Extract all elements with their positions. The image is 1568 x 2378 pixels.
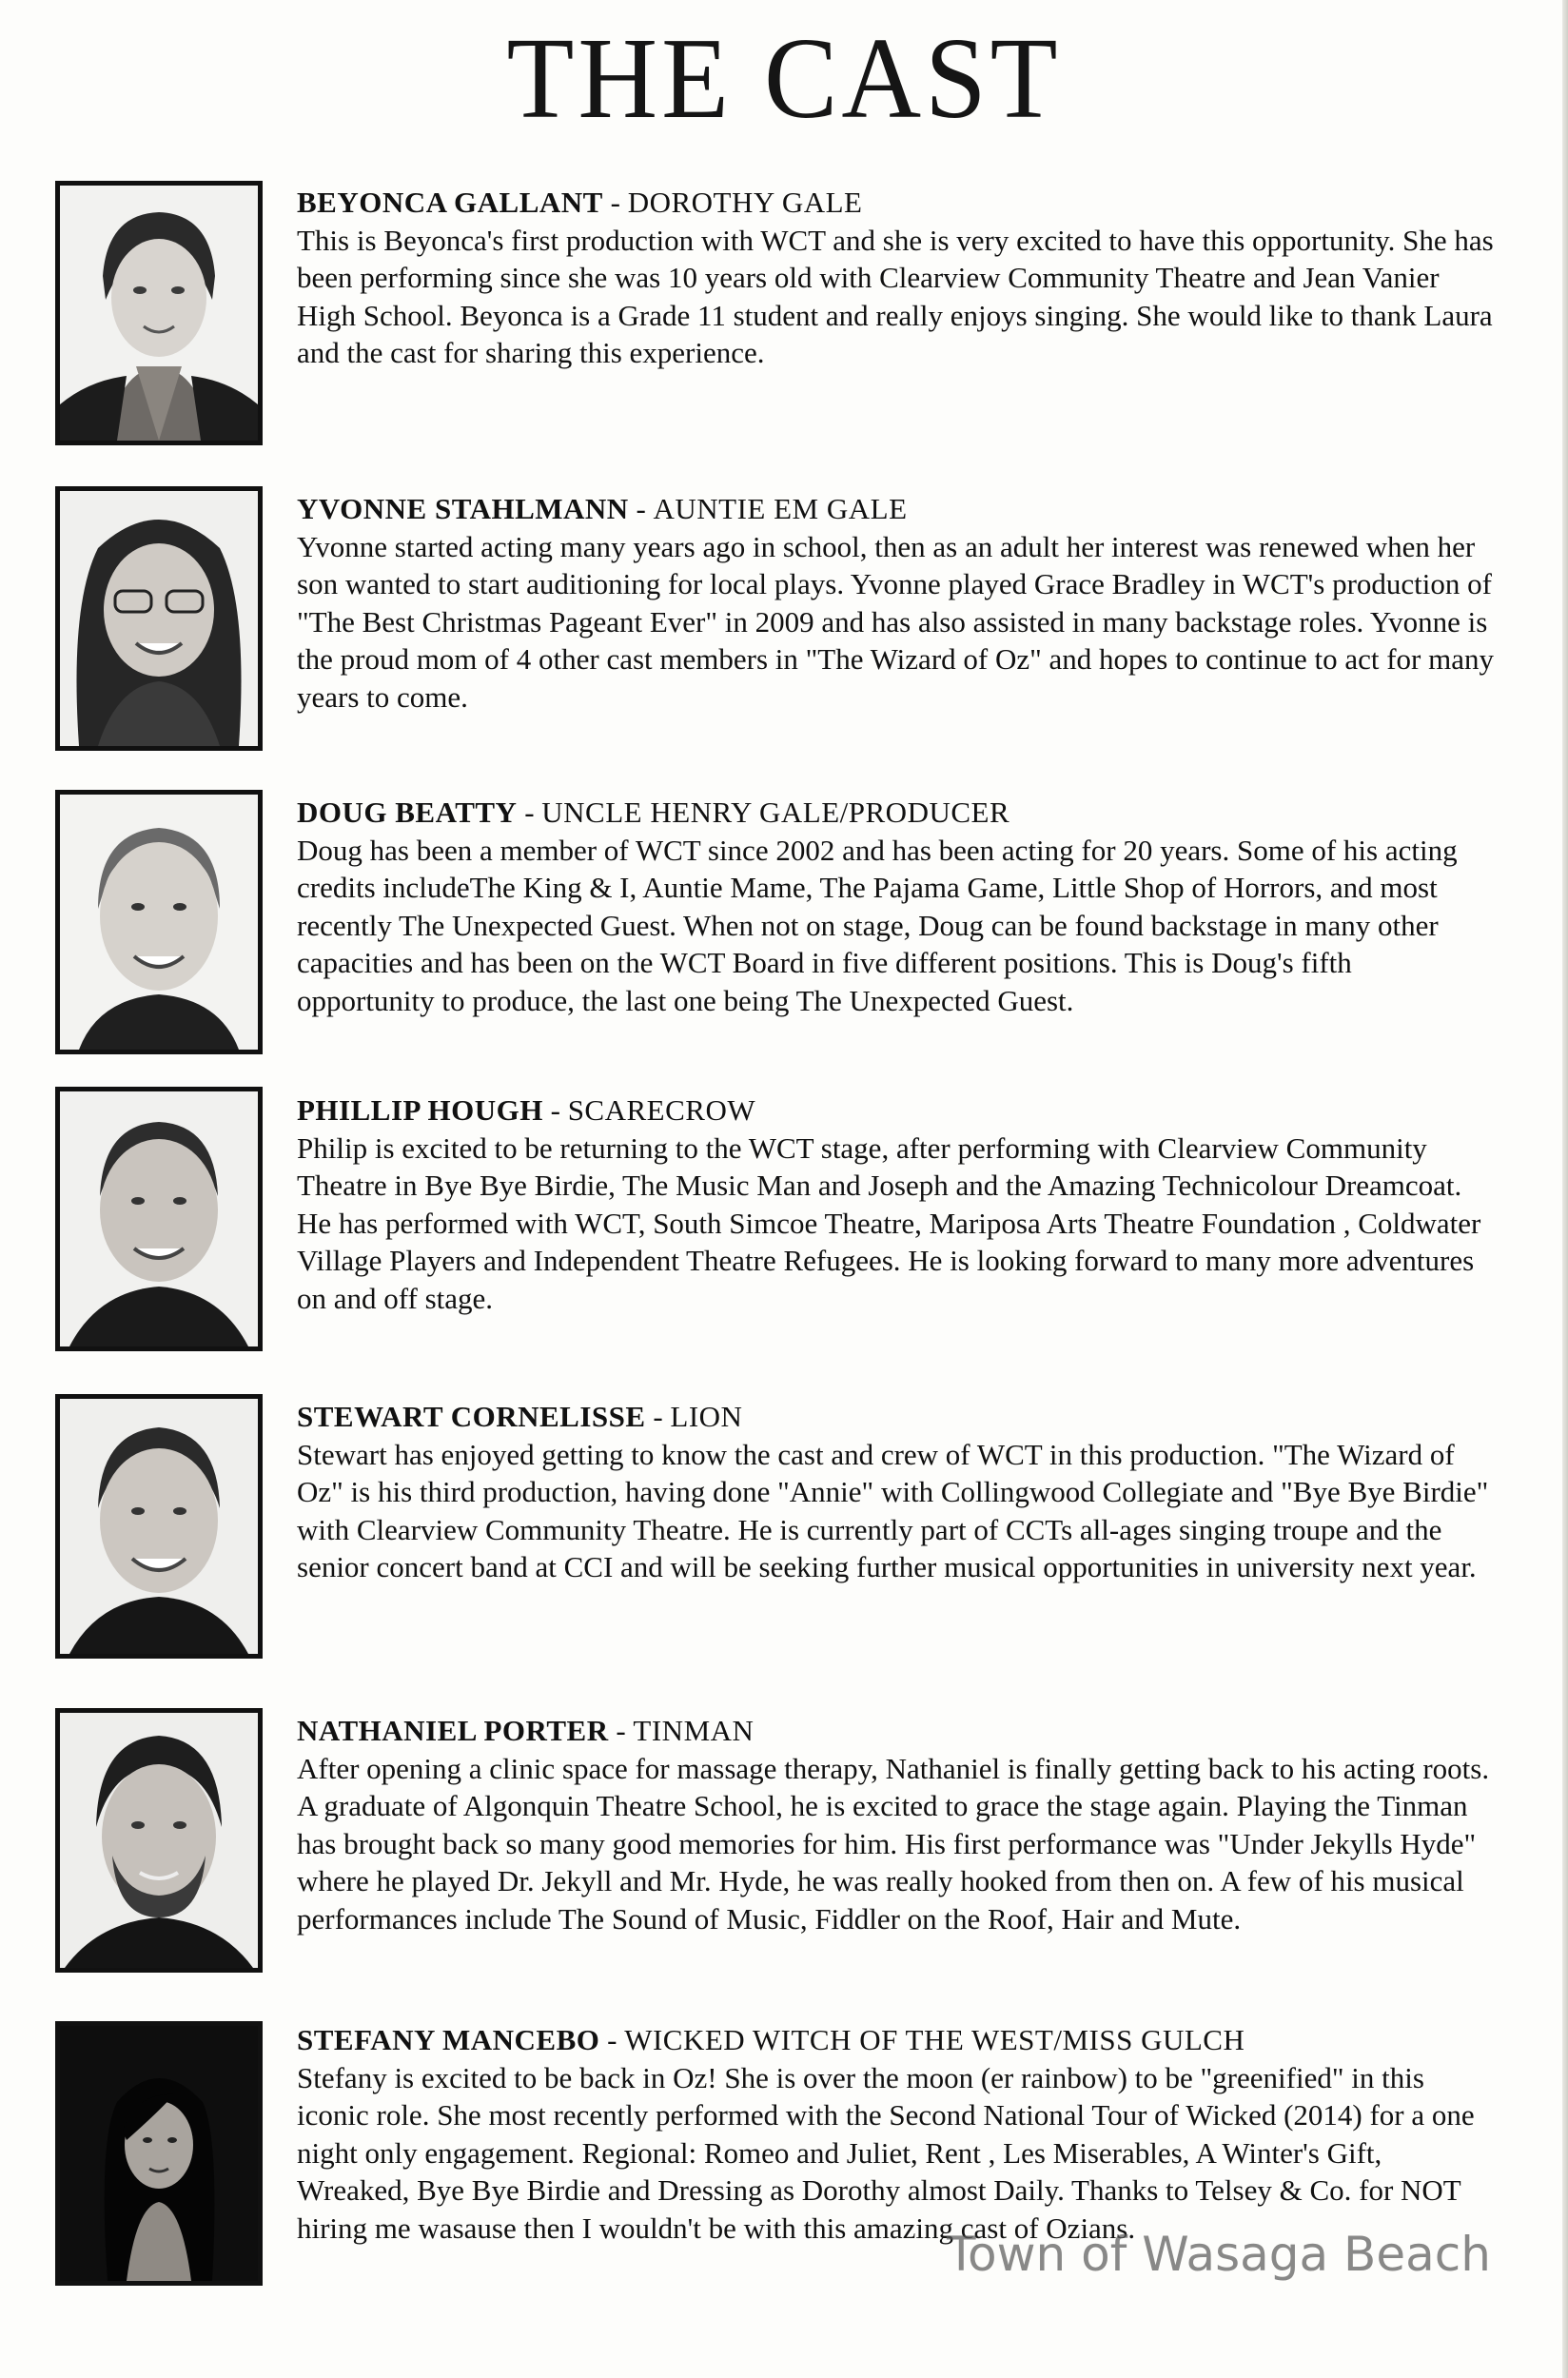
headshot-photo [55, 1394, 263, 1659]
cast-bio-block [297, 1398, 1496, 1586]
headshot-photo [55, 790, 263, 1054]
page-title: THE CAST [506, 14, 1062, 144]
headshot-photo [55, 1087, 263, 1351]
cast-bio: Stefany is excited to be back in Oz! She is over the moon (er rainbow) to be "greenified" in this iconic role. She most recently performed with the Second National Tour of Wicked (2014) for a one night only engagement. Regional: Romeo and Juliet, Rent , Les Miserables, A Winter's Gift, Wreaked, Bye Bye Birdie and Dressing as Dorothy almost Daily. Thanks to Telsey & Co. for NOT hiring me wasause then I wouldn't be with this amazing cast of Ozians. [297, 2060, 1475, 2245]
headshot-image [60, 1399, 258, 1654]
cast-bio: This is Beyonca's first production with WCT and she is very excited to have this opportunity. She has been performing since she was 10 years old with Clearview Community Theatre and Jean Vanier High School. Beyonca is a Grade 11 student and really enjoys singing. She would like to thank Laura and the cast for sharing this experience. [297, 223, 1494, 369]
cast-bio-block [297, 794, 1496, 1019]
cast-heading: YVONNE STAHLMANN - AUNTIE EM GALE [297, 492, 908, 525]
cast-heading: STEFANY MANCEBO - WICKED WITCH OF THE WEST/MISS GULCH [297, 2023, 1245, 2056]
cast-bio-block [297, 490, 1496, 716]
cast-bio: Yvonne started acting many years ago in school, then as an adult her interest was renewed when her son wanted to start auditioning for local plays. Yvonne played Grace Bradley in WCT's production of "The Best Christmas Pageant Ever" in 2009 and has also assisted in many backstage roles. Yvonne is the proud mom of 4 other cast members in "The Wizard of Oz" and hopes to continue to act for many years to come. [297, 529, 1494, 714]
headshot-photo [55, 1708, 263, 1973]
cast-bio: Doug has been a member of WCT since 2002 and has been acting for 20 years. Some of his acting credits includeThe King & I, Auntie Mame, The Pajama Game, Little Shop of Horrors, and most recently The Unexpected Guest. When not on stage, Doug can be found backstage in many other capacities and has been on the WCT Board in five different positions. This is Doug's fifth opportunity to produce, the last one being The Unexpected Guest. [297, 833, 1458, 1017]
cast-role: SCARECROW [567, 1093, 756, 1127]
cast-bio: After opening a clinic space for massage therapy, Nathaniel is finally getting back to his acting roots. A graduate of Algonquin Theatre School, he is excited to grace the stage again. Playing the Tinman has brought back so many good memories for him. His first performance was "Under Jekylls Hyde" where he played Dr. Jekyll and Mr. Hyde, he was really hooked from then on. A few of his musical performances include The Sound of Music, Fiddler on the Roof, Hair and Mute. [297, 1751, 1490, 1936]
cast-heading: STEWART CORNELISSE - LION [297, 1400, 743, 1433]
cast-heading: NATHANIEL PORTER - TINMAN [297, 1714, 755, 1747]
headshot-image [60, 2026, 258, 2281]
cast-role: UNCLE HENRY GALE/PRODUCER [541, 796, 1010, 829]
cast-heading: DOUG BEATTY - UNCLE HENRY GALE/PRODUCER [297, 796, 1010, 829]
page-edge [1562, 0, 1568, 2378]
cast-role: WICKED WITCH OF THE WEST/MISS GULCH [624, 2023, 1245, 2056]
headshot-image [60, 1713, 258, 1968]
cast-name: YVONNE STAHLMANN [297, 492, 629, 525]
cast-bio: Philip is excited to be returning to the WCT stage, after performing with Clearview Community Theatre in Bye Bye Birdie, The Music Man and Joseph and the Amazing Technicolour Dreamcoat. He has performed with WCT, South Simcoe Theatre, Mariposa Arts Theatre Foundation , Coldwater Village Players and Independent Theatre Refugees. He is looking forward to many more adventures on and off stage. [297, 1130, 1481, 1315]
headshot-photo [55, 486, 263, 751]
cast-heading: BEYONCA GALLANT - DOROTHY GALE [297, 186, 863, 219]
headshot-image [60, 491, 258, 746]
cast-bio: Stewart has enjoyed getting to know the cast and crew of WCT in this production. "The Wizard of Oz" is his third production, having done "Annie" with Collingwood Collegiate and "Bye Bye Birdie" with Clearview Community Theatre. He is currently part of CCTs all-ages singing troupe and the senior concert band at CCI and will be seeking further musical opportunities in university next year. [297, 1437, 1489, 1583]
cast-role: AUNTIE EM GALE [653, 492, 908, 525]
cast-role: LION [670, 1400, 743, 1433]
cast-name: DOUG BEATTY [297, 796, 518, 829]
cast-name: BEYONCA GALLANT [297, 186, 603, 219]
cast-role: TINMAN [633, 1714, 755, 1747]
cast-name: PHILLIP HOUGH [297, 1093, 543, 1127]
cast-heading: PHILLIP HOUGH - SCARECROW [297, 1093, 756, 1127]
headshot-image [60, 186, 258, 441]
headshot-image [60, 795, 258, 1050]
watermark: Town of Wasaga Beach [947, 2227, 1491, 2282]
cast-bio-block [297, 1712, 1496, 1937]
cast-name: STEFANY MANCEBO [297, 2023, 600, 2056]
cast-bio-block [297, 2021, 1496, 2247]
headshot-photo [55, 181, 263, 445]
cast-name: NATHANIEL PORTER [297, 1714, 609, 1747]
headshot-photo [55, 2021, 263, 2286]
cast-name: STEWART CORNELISSE [297, 1400, 646, 1433]
headshot-image [60, 1091, 258, 1346]
cast-bio-block [297, 184, 1496, 372]
cast-role: DOROTHY GALE [627, 186, 863, 219]
cast-bio-block [297, 1091, 1496, 1317]
